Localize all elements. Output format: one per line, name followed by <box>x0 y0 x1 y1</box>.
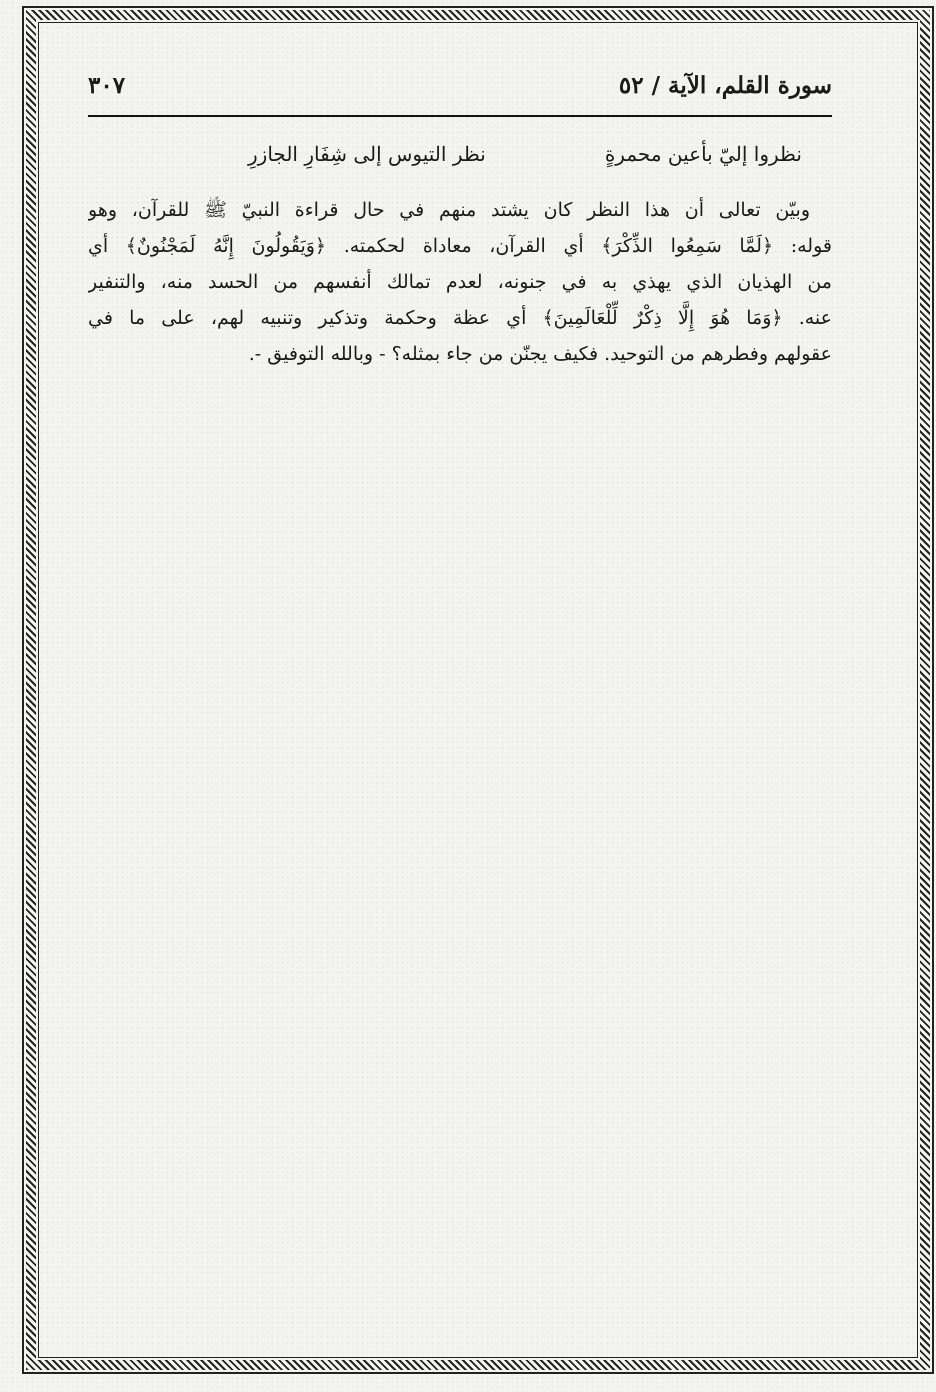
verse-first-hemistich: نظروا إليّ بأعين محمرةٍ <box>604 142 802 166</box>
poetry-verse <box>88 142 832 178</box>
body-paragraph <box>88 192 832 372</box>
header-title: سورة القلم، الآية / ٥٢ <box>618 72 832 99</box>
paragraph-line: عنه. ﴿وَمَا هُوَ إِلَّا ذِكْرٌ لِّلْعَالَمِينَ﴾ أي عظة وحكمة وتذكير وتنبيه لهم، على ما في <box>88 307 832 329</box>
page-number: ٣٠٧ <box>88 72 126 99</box>
paragraph-line: قوله: ﴿لَمَّا سَمِعُوا الذِّكْرَ﴾ أي القرآن، معاداة لحكمته. ﴿وَيَقُولُونَ إِنَّهُ لَمَجْنُونٌ﴾ أي <box>88 235 832 257</box>
verse-second-hemistich: نظر التيوس إلى شِفَارِ الجازرِ <box>248 142 486 166</box>
paragraph-line: وبيّن تعالى أن هذا النظر كان يشتد منهم في حال قراءة النبيّ ﷺ للقرآن، وهو <box>88 199 810 221</box>
paragraph-line: عقولهم وفطرهم من التوحيد. فكيف يجنّن من جاء بمثله؟ - وبالله التوفيق -. <box>248 343 832 365</box>
header-rule <box>88 115 832 117</box>
paragraph-line: من الهذيان الذي يهذي به في جنونه، لعدم تمالك أنفسهم من الحسد منه، والتنفير <box>88 271 832 293</box>
running-header <box>88 68 832 112</box>
